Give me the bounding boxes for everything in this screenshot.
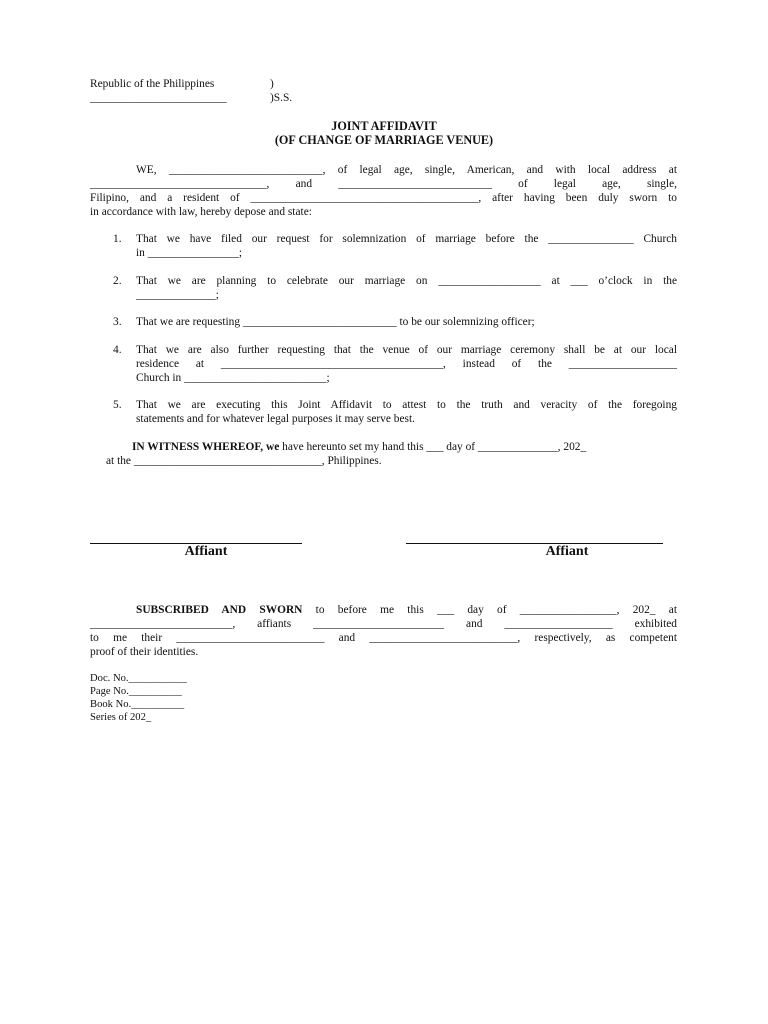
doc-number: Doc. No.___________ <box>90 673 187 684</box>
witness-line-2: at the _________________________________, Philippines. <box>106 455 382 467</box>
intro-line-2: _______________________________, and ___________________________ of legal age, single, <box>90 178 677 190</box>
item-number: 4. <box>113 344 122 356</box>
book-number: Book No.__________ <box>90 699 185 710</box>
intro-line-3: Filipino, and a resident of ________________________________________, after having been duly sworn to <box>90 192 677 204</box>
document-subtitle: (OF CHANGE OF MARRIAGE VENUE) <box>274 133 494 147</box>
item-5-line-2: statements and for whatever legal purposes it may serve best. <box>136 413 415 425</box>
jurat-line-1 <box>136 604 677 618</box>
item-2-line-1: That we are planning to celebrate our marriage on __________________ at ___ o’clock in the <box>136 275 677 287</box>
item-number: 2. <box>113 275 122 287</box>
witness-bold: IN WITNESS WHEREOF, we <box>132 441 280 453</box>
jurat-rest: to before me this ___ day of _________________, 202_ at <box>302 604 677 616</box>
intro-line-4: in accordance with law, hereby depose and state: <box>90 206 312 218</box>
item-number: 5. <box>113 399 122 411</box>
item-5-line-1: That we are executing this Joint Affidavit to attest to the truth and veracity of the foregoing <box>136 399 677 411</box>
document-title: JOINT AFFIDAVIT <box>331 119 437 133</box>
venue-paren: ) <box>270 78 274 90</box>
item-4-line-1: That we are also further requesting that the venue of our marriage ceremony shall be at our local <box>136 344 677 356</box>
witness-rest: have hereunto set my hand this ___ day of ______________, 202_ <box>279 441 587 453</box>
item-number: 1. <box>113 233 122 245</box>
venue-ss: )S.S. <box>270 92 293 104</box>
item-number: 3. <box>113 316 122 328</box>
jurat-line-4: proof of their identities. <box>90 646 199 658</box>
item-4-line-2: residence at _______________________________________, instead of the ___________________ <box>136 358 677 370</box>
venue-blank: ________________________ <box>90 92 227 104</box>
venue-republic: Republic of the Philippines <box>90 78 215 90</box>
item-2-line-2: ______________; <box>136 289 219 301</box>
jurat-line-3: to me their __________________________ and __________________________, respectively, as competent <box>90 632 677 644</box>
item-4-line-3: Church in _________________________; <box>136 372 330 384</box>
affiant-label-left: Affiant <box>184 544 228 559</box>
page-number: Page No.__________ <box>90 686 182 697</box>
intro-line-1: WE, ___________________________, of legal age, single, American, and with local address at <box>136 164 677 176</box>
item-3-line-1: That we are requesting ___________________________ to be our solemnizing officer; <box>136 316 535 328</box>
item-1-line-1: That we have filed our request for solemnization of marriage before the _______________ Church <box>136 233 677 245</box>
series-year: Series of 202_ <box>90 712 152 723</box>
signature-line-right <box>406 543 663 544</box>
affiant-label-right: Affiant <box>545 544 589 559</box>
item-1-line-2: in ________________; <box>136 247 242 259</box>
jurat-line-2: _________________________, affiants _______________________ and ___________________ exhibited <box>90 618 677 630</box>
witness-line-1 <box>132 441 586 455</box>
jurat-bold: SUBSCRIBED AND SWORN <box>136 604 303 616</box>
